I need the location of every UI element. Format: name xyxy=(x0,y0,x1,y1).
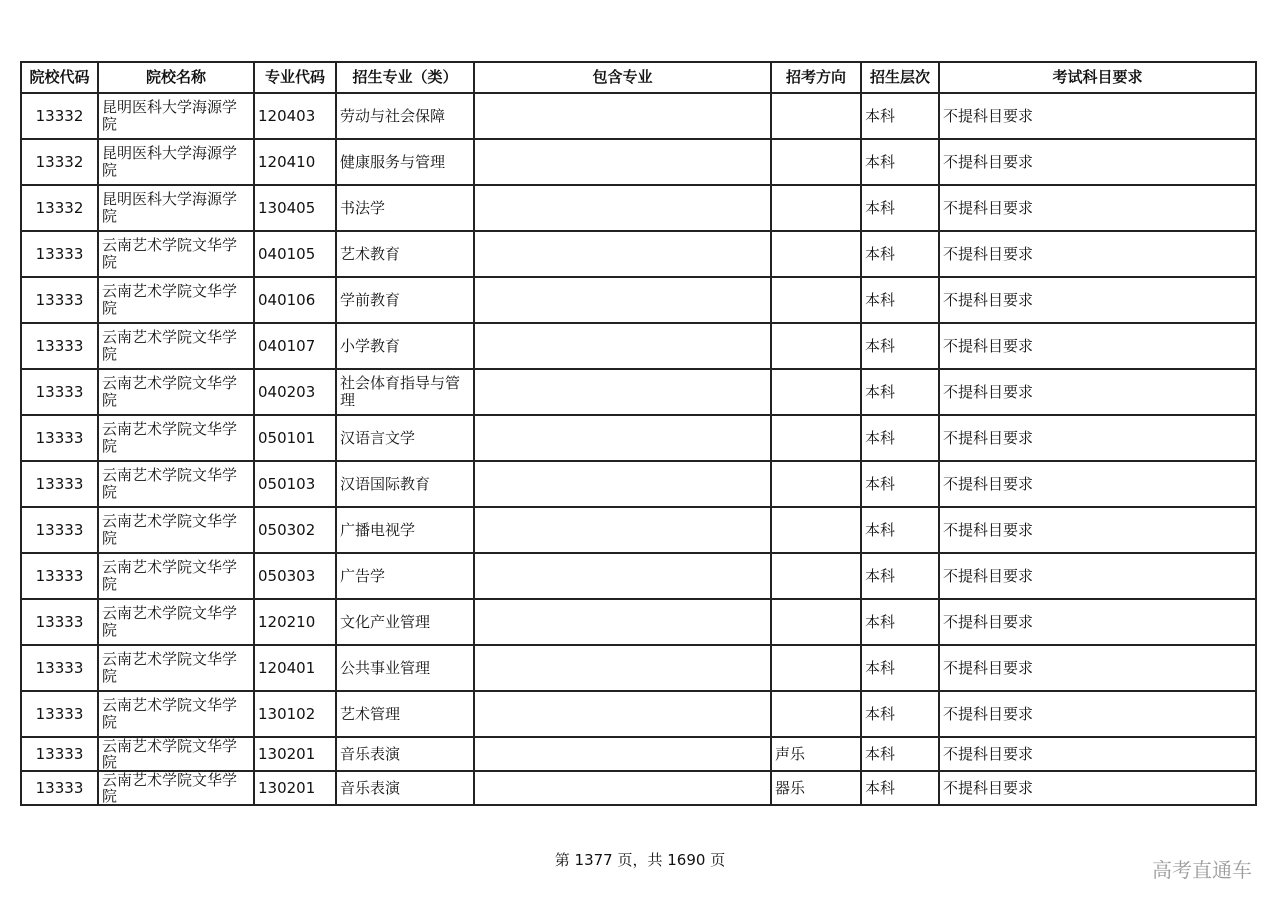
cell-level: 本科 xyxy=(861,691,939,737)
cell-direction xyxy=(771,369,861,415)
cell-school-code: 13333 xyxy=(21,645,98,691)
header-included-majors: 包含专业 xyxy=(474,62,771,93)
cell-school-code: 13333 xyxy=(21,599,98,645)
cell-level: 本科 xyxy=(861,771,939,805)
cell-level: 本科 xyxy=(861,507,939,553)
cell-school-name: 云南艺术学院文华学院 xyxy=(98,737,254,771)
cell-school-code: 13332 xyxy=(21,139,98,185)
cell-school-name: 云南艺术学院文华学院 xyxy=(98,599,254,645)
cell-major: 公共事业管理 xyxy=(336,645,474,691)
cell-major: 文化产业管理 xyxy=(336,599,474,645)
table-row xyxy=(21,185,1256,231)
cell-school-name: 云南艺术学院文华学院 xyxy=(98,691,254,737)
cell-included-majors xyxy=(474,645,771,691)
table-row xyxy=(21,645,1256,691)
table-row xyxy=(21,277,1256,323)
cell-major-code: 040105 xyxy=(254,231,336,277)
cell-requirement: 不提科目要求 xyxy=(939,369,1256,415)
page-footer: 第 1377 页，共 1690 页 xyxy=(554,851,726,869)
cell-school-name: 昆明医科大学海源学院 xyxy=(98,93,254,139)
cell-direction xyxy=(771,277,861,323)
cell-requirement: 不提科目要求 xyxy=(939,461,1256,507)
cell-direction xyxy=(771,645,861,691)
cell-requirement: 不提科目要求 xyxy=(939,185,1256,231)
cell-requirement: 不提科目要求 xyxy=(939,277,1256,323)
cell-school-code: 13333 xyxy=(21,231,98,277)
cell-included-majors xyxy=(474,323,771,369)
cell-requirement: 不提科目要求 xyxy=(939,645,1256,691)
cell-included-majors xyxy=(474,139,771,185)
cell-direction xyxy=(771,507,861,553)
table-row xyxy=(21,231,1256,277)
cell-school-name: 云南艺术学院文华学院 xyxy=(98,277,254,323)
cell-requirement: 不提科目要求 xyxy=(939,231,1256,277)
cell-requirement: 不提科目要求 xyxy=(939,93,1256,139)
header-school-name: 院校名称 xyxy=(98,62,254,93)
cell-level: 本科 xyxy=(861,139,939,185)
cell-major: 学前教育 xyxy=(336,277,474,323)
cell-major-code: 120403 xyxy=(254,93,336,139)
cell-requirement: 不提科目要求 xyxy=(939,323,1256,369)
admission-table xyxy=(20,61,1257,806)
cell-major-code: 040107 xyxy=(254,323,336,369)
cell-included-majors xyxy=(474,277,771,323)
cell-direction: 声乐 xyxy=(771,737,861,771)
cell-school-code: 13333 xyxy=(21,507,98,553)
cell-major-code: 040106 xyxy=(254,277,336,323)
cell-school-code: 13333 xyxy=(21,691,98,737)
cell-direction xyxy=(771,599,861,645)
cell-school-name: 云南艺术学院文华学院 xyxy=(98,553,254,599)
cell-major-code: 040203 xyxy=(254,369,336,415)
header-requirement: 考试科目要求 xyxy=(939,62,1256,93)
cell-included-majors xyxy=(474,691,771,737)
cell-major-code: 130201 xyxy=(254,737,336,771)
watermark: 高考直通车 xyxy=(1152,858,1252,882)
table-row xyxy=(21,461,1256,507)
table-row xyxy=(21,507,1256,553)
cell-requirement: 不提科目要求 xyxy=(939,507,1256,553)
cell-school-name: 云南艺术学院文华学院 xyxy=(98,645,254,691)
cell-direction xyxy=(771,461,861,507)
header-school-code: 院校代码 xyxy=(21,62,98,93)
cell-level: 本科 xyxy=(861,645,939,691)
cell-major: 社会体育指导与管理 xyxy=(336,369,474,415)
cell-school-name: 云南艺术学院文华学院 xyxy=(98,231,254,277)
header-row xyxy=(21,62,1256,93)
cell-school-code: 13333 xyxy=(21,323,98,369)
cell-school-name: 昆明医科大学海源学院 xyxy=(98,185,254,231)
cell-included-majors xyxy=(474,93,771,139)
cell-level: 本科 xyxy=(861,737,939,771)
cell-school-name: 昆明医科大学海源学院 xyxy=(98,139,254,185)
table-row xyxy=(21,323,1256,369)
cell-major-code: 120410 xyxy=(254,139,336,185)
cell-level: 本科 xyxy=(861,415,939,461)
cell-major: 广告学 xyxy=(336,553,474,599)
table-row xyxy=(21,599,1256,645)
cell-school-name: 云南艺术学院文华学院 xyxy=(98,507,254,553)
cell-level: 本科 xyxy=(861,599,939,645)
cell-included-majors xyxy=(474,507,771,553)
cell-major-code: 130201 xyxy=(254,771,336,805)
cell-level: 本科 xyxy=(861,461,939,507)
cell-major: 音乐表演 xyxy=(336,771,474,805)
cell-school-name: 云南艺术学院文华学院 xyxy=(98,771,254,805)
cell-level: 本科 xyxy=(861,93,939,139)
cell-major: 广播电视学 xyxy=(336,507,474,553)
cell-major: 汉语国际教育 xyxy=(336,461,474,507)
cell-school-code: 13333 xyxy=(21,277,98,323)
cell-included-majors xyxy=(474,369,771,415)
cell-school-code: 13333 xyxy=(21,415,98,461)
cell-direction xyxy=(771,553,861,599)
cell-requirement: 不提科目要求 xyxy=(939,771,1256,805)
cell-major-code: 120210 xyxy=(254,599,336,645)
cell-school-code: 13333 xyxy=(21,553,98,599)
cell-school-code: 13333 xyxy=(21,737,98,771)
cell-included-majors xyxy=(474,771,771,805)
cell-included-majors xyxy=(474,553,771,599)
header-major-code: 专业代码 xyxy=(254,62,336,93)
cell-major-code: 120401 xyxy=(254,645,336,691)
cell-major: 劳动与社会保障 xyxy=(336,93,474,139)
cell-major-code: 050101 xyxy=(254,415,336,461)
cell-direction: 器乐 xyxy=(771,771,861,805)
cell-level: 本科 xyxy=(861,369,939,415)
table-row xyxy=(21,691,1256,737)
cell-included-majors xyxy=(474,737,771,771)
cell-major: 小学教育 xyxy=(336,323,474,369)
cell-direction xyxy=(771,185,861,231)
cell-requirement: 不提科目要求 xyxy=(939,415,1256,461)
table-row xyxy=(21,369,1256,415)
cell-requirement: 不提科目要求 xyxy=(939,737,1256,771)
cell-major-code: 130405 xyxy=(254,185,336,231)
cell-direction xyxy=(771,93,861,139)
cell-included-majors xyxy=(474,599,771,645)
header-level: 招生层次 xyxy=(861,62,939,93)
cell-level: 本科 xyxy=(861,553,939,599)
cell-direction xyxy=(771,231,861,277)
cell-school-code: 13333 xyxy=(21,461,98,507)
cell-level: 本科 xyxy=(861,323,939,369)
cell-level: 本科 xyxy=(861,277,939,323)
cell-major: 艺术教育 xyxy=(336,231,474,277)
cell-major-code: 050302 xyxy=(254,507,336,553)
header-direction: 招考方向 xyxy=(771,62,861,93)
cell-major: 书法学 xyxy=(336,185,474,231)
cell-requirement: 不提科目要求 xyxy=(939,139,1256,185)
cell-included-majors xyxy=(474,461,771,507)
table-row xyxy=(21,415,1256,461)
table-row xyxy=(21,771,1256,805)
table-row xyxy=(21,553,1256,599)
cell-major: 艺术管理 xyxy=(336,691,474,737)
cell-requirement: 不提科目要求 xyxy=(939,691,1256,737)
cell-level: 本科 xyxy=(861,185,939,231)
cell-major: 汉语言文学 xyxy=(336,415,474,461)
header-major: 招生专业（类） xyxy=(336,62,474,93)
cell-school-code: 13332 xyxy=(21,93,98,139)
cell-school-name: 云南艺术学院文华学院 xyxy=(98,415,254,461)
cell-major-code: 130102 xyxy=(254,691,336,737)
cell-school-code: 13332 xyxy=(21,185,98,231)
cell-included-majors xyxy=(474,185,771,231)
cell-included-majors xyxy=(474,415,771,461)
cell-included-majors xyxy=(474,231,771,277)
cell-level: 本科 xyxy=(861,231,939,277)
cell-requirement: 不提科目要求 xyxy=(939,553,1256,599)
cell-school-name: 云南艺术学院文华学院 xyxy=(98,369,254,415)
cell-direction xyxy=(771,139,861,185)
cell-school-code: 13333 xyxy=(21,771,98,805)
table-row xyxy=(21,93,1256,139)
table-row xyxy=(21,139,1256,185)
cell-direction xyxy=(771,691,861,737)
cell-school-name: 云南艺术学院文华学院 xyxy=(98,323,254,369)
cell-direction xyxy=(771,323,861,369)
cell-requirement: 不提科目要求 xyxy=(939,599,1256,645)
cell-major-code: 050103 xyxy=(254,461,336,507)
cell-major-code: 050303 xyxy=(254,553,336,599)
cell-school-name: 云南艺术学院文华学院 xyxy=(98,461,254,507)
cell-school-code: 13333 xyxy=(21,369,98,415)
cell-direction xyxy=(771,415,861,461)
cell-major: 音乐表演 xyxy=(336,737,474,771)
table-row xyxy=(21,737,1256,771)
cell-major: 健康服务与管理 xyxy=(336,139,474,185)
